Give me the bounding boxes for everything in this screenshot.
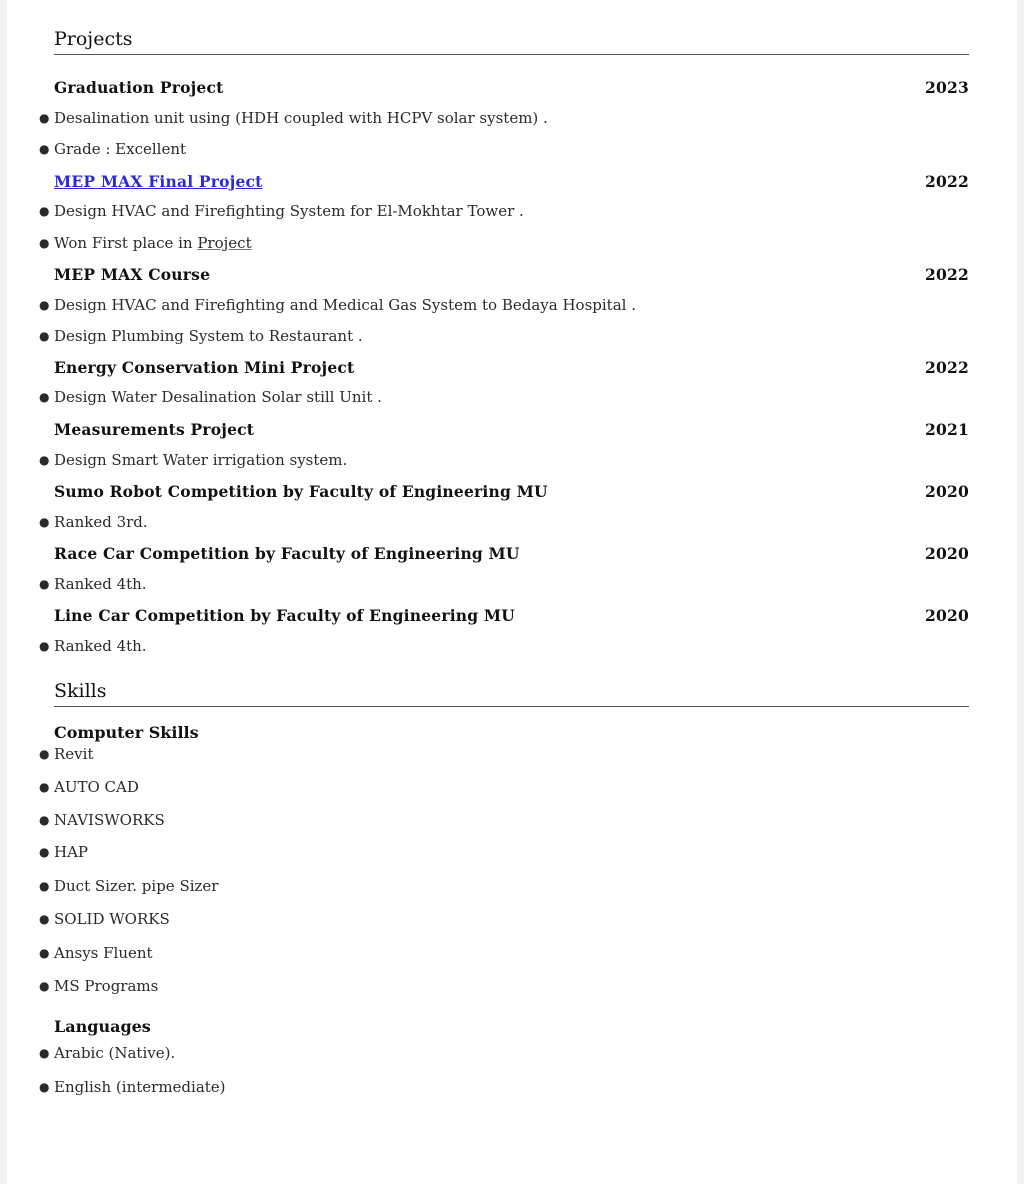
list-item: ● Duct Sizer. pipe Sizer: [39, 877, 219, 895]
project-year: 2023: [925, 77, 969, 97]
languages-heading: Languages: [54, 1016, 151, 1036]
project-entry-mep-max-course: [54, 263, 969, 285]
list-item: ● English (intermediate): [39, 1078, 226, 1096]
project-entry-measurements: [54, 418, 969, 440]
project-entry-race-car: [54, 542, 969, 564]
list-item: ● Arabic (Native).: [39, 1044, 176, 1062]
list-item: ● Design Water Desalination Solar still Unit .: [39, 388, 382, 406]
project-entry-line-car: [54, 604, 969, 626]
project-entry-mep-max-final: [54, 170, 969, 192]
project-year: 2020: [925, 481, 969, 501]
project-title: MEP MAX Course: [54, 264, 211, 284]
list-item: ● Grade : Excellent: [39, 140, 187, 158]
list-item: ● Ansys Fluent: [39, 944, 153, 962]
list-item: ● MS Programs: [39, 977, 159, 995]
skills-heading: Skills: [54, 679, 969, 707]
list-item: ● Design HVAC and Firefighting and Medical Gas System to Bedaya Hospital .: [39, 296, 636, 314]
list-item: ● Ranked 4th.: [39, 575, 147, 593]
project-year: 2022: [925, 264, 969, 284]
list-item: ● Design Plumbing System to Restaurant .: [39, 327, 363, 345]
resume-page: [7, 0, 1017, 1184]
project-title: Line Car Competition by Faculty of Engineering MU: [54, 605, 515, 625]
list-item: ● Revit: [39, 745, 94, 763]
list-item: ● Design Smart Water irrigation system.: [39, 451, 348, 469]
project-link[interactable]: Project: [197, 234, 252, 252]
project-title: Energy Conservation Mini Project: [54, 357, 355, 377]
list-item: ● SOLID WORKS: [39, 910, 170, 928]
project-entry-graduation: [54, 76, 969, 98]
project-entry-sumo: [54, 480, 969, 502]
project-title: Graduation Project: [54, 77, 224, 97]
list-item: ● NAVISWORKS: [39, 811, 165, 829]
projects-heading: Projects: [54, 27, 969, 55]
project-entry-energy: [54, 356, 969, 378]
list-item: ● Ranked 4th.: [39, 637, 147, 655]
list-item: ● AUTO CAD: [39, 778, 139, 796]
list-item: ● Won First place in Project: [39, 234, 252, 252]
project-year: 2022: [925, 171, 969, 191]
project-title: Race Car Competition by Faculty of Engineering MU: [54, 543, 520, 563]
list-item: ● HAP: [39, 843, 89, 861]
list-item: ● Desalination unit using (HDH coupled with HCPV solar system) .: [39, 109, 548, 127]
project-title-link[interactable]: MEP MAX Final Project: [54, 171, 263, 191]
project-year: 2020: [925, 605, 969, 625]
project-title: Measurements Project: [54, 419, 255, 439]
computer-skills-heading: Computer Skills: [54, 722, 199, 742]
project-year: 2021: [925, 419, 969, 439]
project-year: 2020: [925, 543, 969, 563]
list-item: ● Design HVAC and Firefighting System for El-Mokhtar Tower .: [39, 202, 524, 220]
list-item: ● Ranked 3rd.: [39, 513, 148, 531]
project-year: 2022: [925, 357, 969, 377]
project-title: Sumo Robot Competition by Faculty of Engineering MU: [54, 481, 548, 501]
